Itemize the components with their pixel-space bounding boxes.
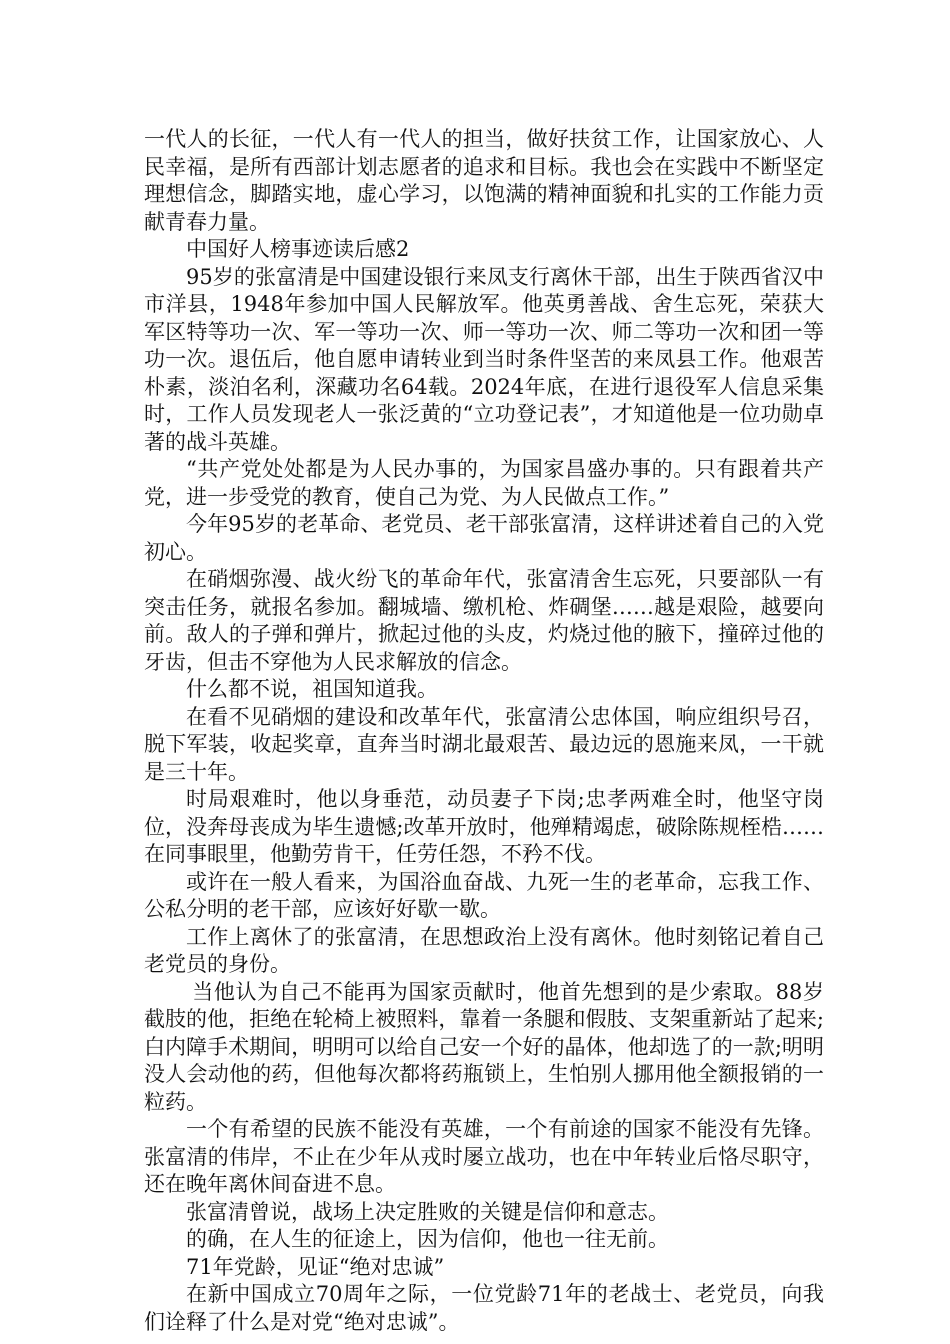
paragraph: 张富清曾说，战场上决定胜败的关键是信仰和意志。 xyxy=(186,1199,669,1224)
paragraph: 什么都不说，祖国知道我。 xyxy=(186,677,438,701)
paragraph: 一个有希望的民族不能没有英雄，一个有前途的国家不能没有先锋。张富清的伟岸，不止在少年从戎时屡立战功，也在中年转业后恪尽职守，还在晚年离休间奋进不息。 xyxy=(144,1117,824,1196)
paragraph: 在硝烟弥漫、战火纷飞的革命年代，张富清舍生忘死，只要部队一有突击任务，就报名参加。翻城墙、缴机枪、炸碉堡……越是艰险，越要向前。敌人的子弹和弹片，掀起过他的头皮，灼烧过他的腋下，撞碎过他的牙齿，但击不穿他为人民求解放的信念。 xyxy=(144,567,824,674)
section-heading: 71年党龄，见证“绝对忠诚” xyxy=(186,1254,445,1279)
paragraph: 或许在一般人看来，为国浴血奋战、九死一生的老革命，忘我工作、公私分明的老干部，应该好好歇一歇。 xyxy=(144,869,824,921)
paragraph: 的确，在人生的征途上，因为信仰，他也一往无前。 xyxy=(186,1227,669,1251)
paragraph: 今年95岁的老革命、老党员、老干部张富清，这样讲述着自己的入党初心。 xyxy=(144,512,824,564)
paragraph: 当他认为自己不能再为国家贡献时，他首先想到的是少索取。88岁截肢的他，拒绝在轮椅上被照料，靠着一条腿和假肢、支架重新站了起来;白内障手术期间，明明可以给自己安一个好的晶体，他却选了的一款;明明没人会动他的药，但他每次都将药瓶锁上，生怕别人挪用他全额报销的一粒药。 xyxy=(144,979,824,1114)
paragraph: 在看不见硝烟的建设和改革年代，张富清公忠体国，响应组织号召，脱下军装，收起奖章，直奔当时湖北最艰苦、最边远的恩施来凤，一干就是三十年。 xyxy=(144,704,824,784)
paragraph-introduction: 95岁的张富清是中国建设银行来凤支行离休干部，出生于陕西省汉中市洋县，1948年参加中国人民解放军。他英勇善战、舍生忘死，荣获大军区特等功一次、军一等功一次、师一等功一次、师二等功一次和团一等功一次。退伍后，他自愿申请转业到当时条件坚苦的来凤县工作。他艰苦朴素，淡泊名利，深藏功名64载。2024年底，在进行退役军人信息采集时，工作人员发现老人一张泛黄的“立功登记表”，才知道他是一位功勋卓著的战斗英雄。 xyxy=(144,264,824,454)
paragraph: 在新中国成立70周年之际，一位党龄71年的老战士、老党员，向我们诠释了什么是对党“绝对忠诚”。 xyxy=(144,1282,824,1334)
paragraph: 工作上离休了的张富清，在思想政治上没有离休。他时刻铭记着自己老党员的身份。 xyxy=(144,924,824,976)
paragraph-quote: “共产党处处都是为人民办事的，为国家昌盛办事的。只有跟着共产党，进一步受党的教育，使自己为党、为人民做点工作。” xyxy=(144,457,824,509)
document-page xyxy=(144,126,824,1336)
section-heading-2: 中国好人榜事迹读后感2 xyxy=(186,237,410,261)
paragraph-continuation: 一代人的长征，一代人有一代人的担当，做好扶贫工作，让国家放心、人民幸福，是所有西部计划志愿者的追求和目标。我也会在实践中不断坚定理想信念，脚踏实地，虚心学习，以饱满的精神面貌和扎实的工作能力贡献青春力量。 xyxy=(144,127,824,234)
paragraph: 时局艰难时，他以身垂范，动员妻子下岗;忠孝两难全时，他坚守岗位，没奔母丧成为毕生遗憾;改革开放时，他殚精竭虑，破除陈规桎梏……在同事眼里，他勤劳肯干，任劳任怨，不矜不伐。 xyxy=(144,787,824,866)
